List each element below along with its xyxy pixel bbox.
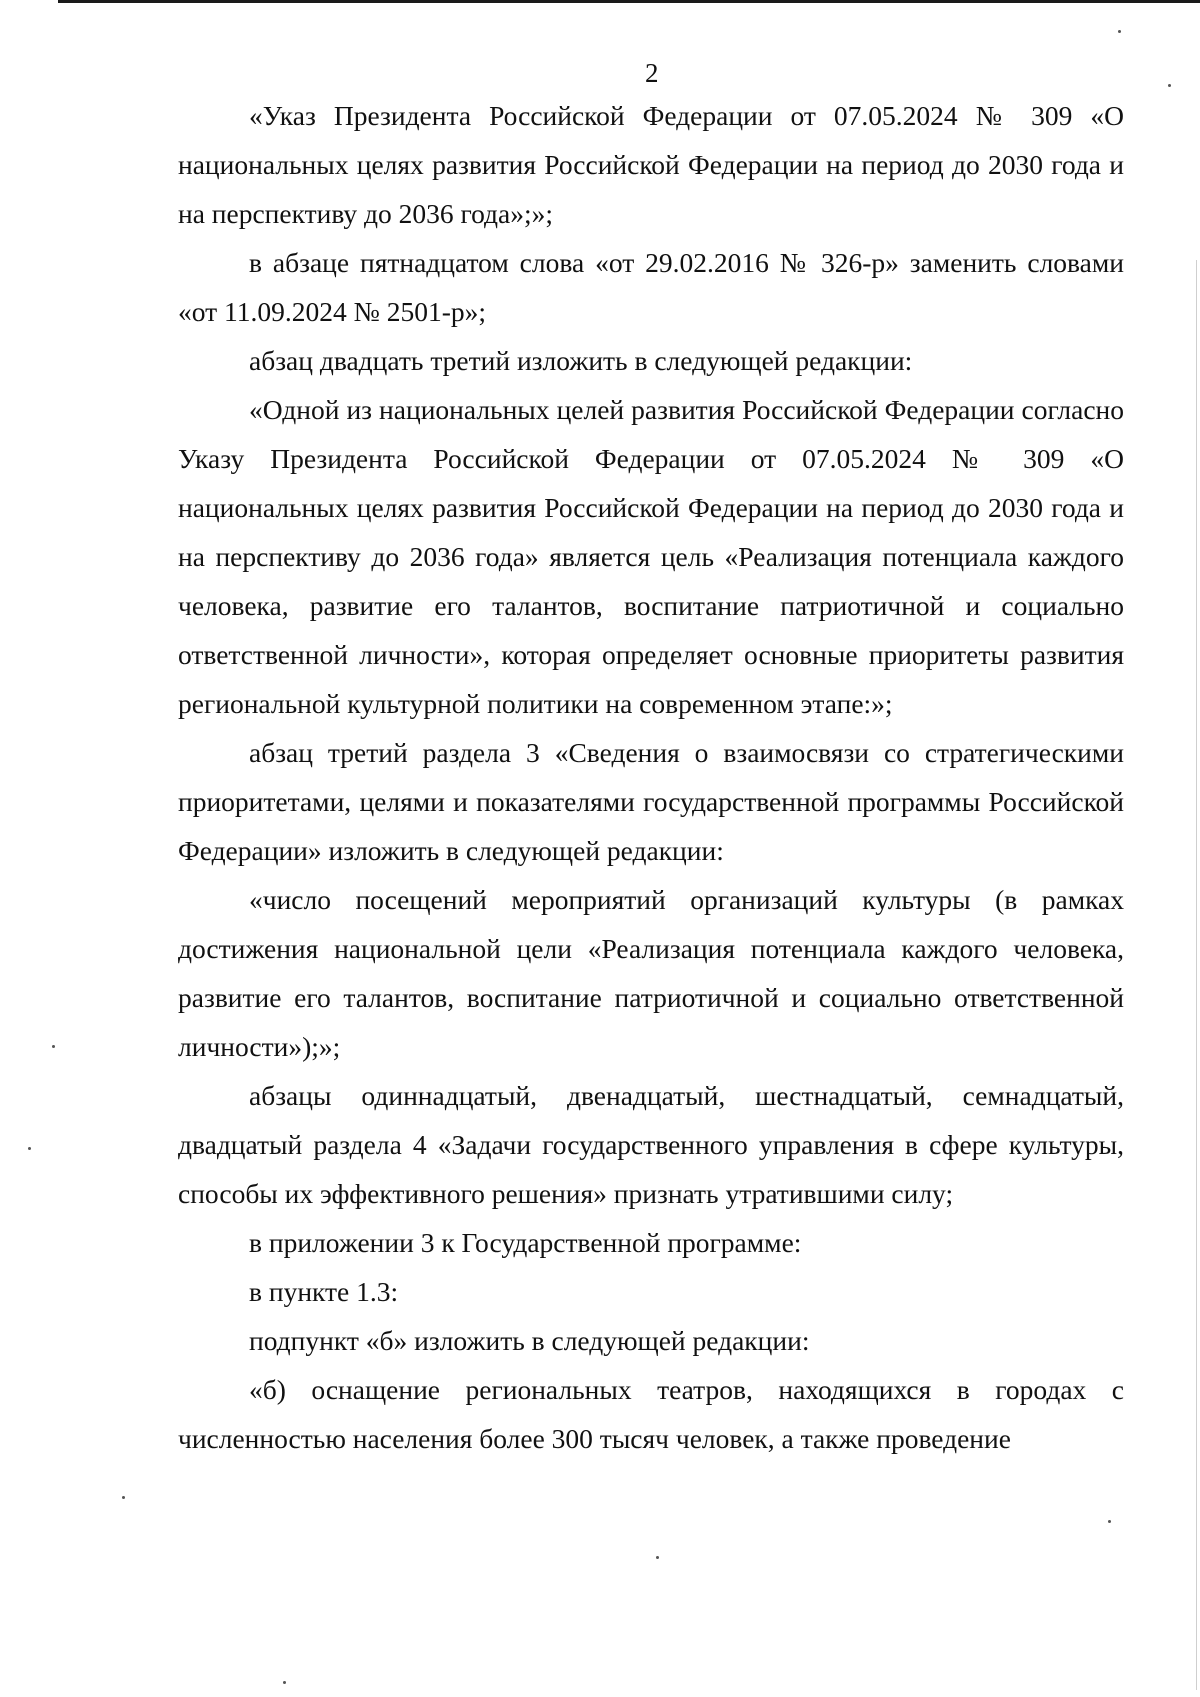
paragraph: в приложении 3 к Государственной программе: (249, 1227, 802, 1258)
page-number: 2 (645, 58, 659, 88)
paragraph: абзац двадцать третий изложить в следующей редакции: (249, 345, 913, 376)
scan-speck (1118, 30, 1121, 33)
scan-speck (52, 1045, 55, 1048)
paragraph: «число посещений мероприятий организаций культуры (в рамках достижения национальной цели «Реализация потенциала каждого человека, развитие его талантов, воспитание патриотичной и социально ответственной личности»);»; (178, 884, 1124, 1062)
paragraph: «б) оснащение региональных театров, находящихся в городах с численностью населения более 300 тысяч человек, а также проведение (178, 1374, 1124, 1454)
paragraph: «Одной из национальных целей развития Российской Федерации согласно Указу Президента Российской Федерации от 07.05.2024 № 309 «О национальных целях развития Российской Федерации на период до 2030 года и на перспективу до 2036 года» является цель «Реализация потенциала каждого человека, развитие его талантов, воспитание патриотичной и социально ответственной личности», которая определяет основные приоритеты развития региональной культурной политики на современном этапе:»; (178, 394, 1124, 719)
scan-top-edge (58, 0, 1200, 3)
paragraph: абзацы одиннадцатый, двенадцатый, шестнадцатый, семнадцатый, двадцатый раздела 4 «Задачи государственного управления в сфере культуры, способы их эффективного решения» признать утратившими силу; (178, 1080, 1124, 1209)
paragraph: в пункте 1.3: (249, 1276, 399, 1307)
document-body (178, 91, 1124, 1463)
paragraph: «Указ Президента Российской Федерации от 07.05.2024 № 309 «О национальных целях развития Российской Федерации на период до 2030 года и на перспективу до 2036 года»;»; (178, 100, 1124, 229)
scan-speck (28, 1147, 31, 1150)
paragraph: в абзаце пятнадцатом слова «от 29.02.2016 № 326-р» заменить словами «от 11.09.2024 № 2501-р»; (178, 247, 1124, 327)
paragraph: подпункт «б» изложить в следующей редакции: (249, 1325, 810, 1356)
scan-speck (283, 1681, 286, 1684)
scan-speck (656, 1556, 659, 1559)
scan-right-edge (1196, 260, 1197, 1690)
scan-speck (1168, 84, 1171, 87)
paragraph: абзац третий раздела 3 «Сведения о взаимосвязи со стратегическими приоритетами, целями и показателями государственной программы Российской Федерации» изложить в следующей редакции: (178, 737, 1124, 866)
scan-speck (1108, 1520, 1111, 1523)
scan-speck (122, 1496, 125, 1499)
